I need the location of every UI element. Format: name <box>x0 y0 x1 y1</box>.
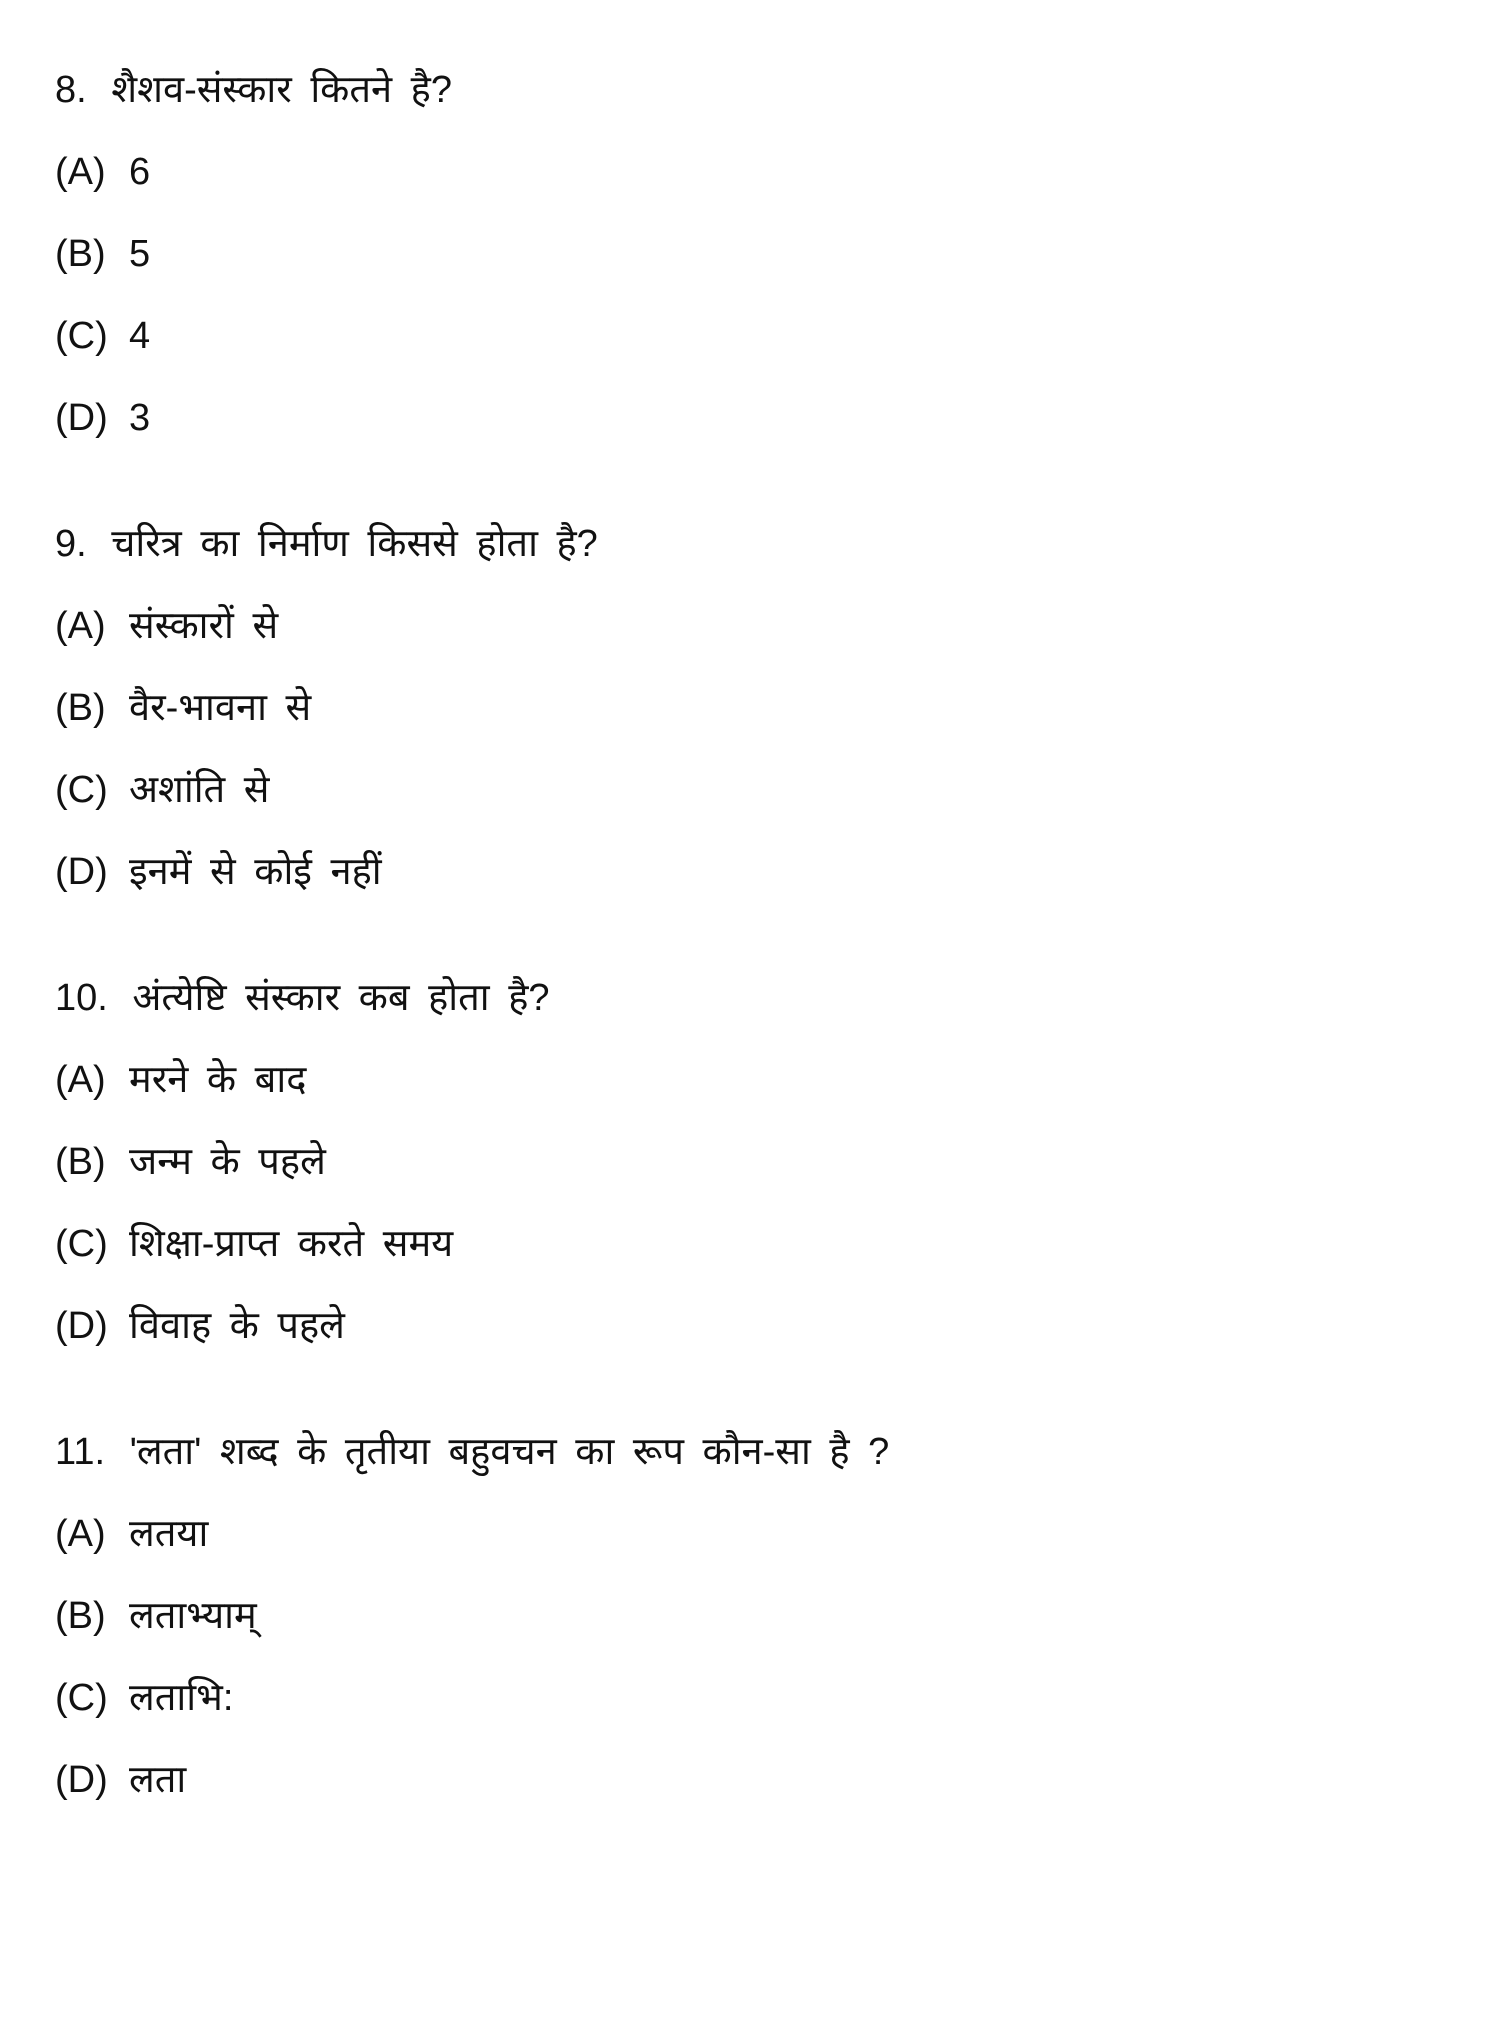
option-d <box>55 1304 1455 1348</box>
option-c <box>55 768 1455 812</box>
question-11 <box>55 1430 1455 1802</box>
question-text <box>55 976 1455 1020</box>
question-stem: 'लता' शब्द के तृतीया बहुवचन का रूप कौन-सा है ? <box>129 1431 890 1473</box>
option-a <box>55 604 1455 648</box>
option-label: (B) <box>55 233 106 275</box>
option-text: वैर-भावना से <box>129 687 312 729</box>
option-label: (D) <box>55 1305 108 1347</box>
option-text: लतया <box>129 1513 209 1555</box>
option-text: 3 <box>129 397 151 439</box>
option-c <box>55 314 1455 358</box>
option-label: (A) <box>55 1513 106 1555</box>
question-number: 9. <box>55 523 87 565</box>
question-text <box>55 1430 1455 1474</box>
option-label: (B) <box>55 1141 106 1183</box>
option-text: इनमें से कोई नहीं <box>129 851 382 893</box>
question-9 <box>55 522 1455 894</box>
option-b <box>55 1594 1455 1638</box>
option-text: संस्कारों से <box>129 605 279 647</box>
option-label: (A) <box>55 1059 106 1101</box>
option-text: जन्म के पहले <box>129 1141 326 1183</box>
option-b <box>55 1140 1455 1184</box>
option-label: (A) <box>55 151 106 193</box>
question-number: 8. <box>55 69 87 111</box>
option-label: (C) <box>55 1223 108 1265</box>
question-stem: अंत्येष्टि संस्कार कब होता है? <box>132 977 550 1019</box>
option-b <box>55 686 1455 730</box>
option-d <box>55 850 1455 894</box>
question-page <box>55 68 1455 1884</box>
option-d <box>55 1758 1455 1802</box>
option-c <box>55 1676 1455 1720</box>
option-text: मरने के बाद <box>129 1059 307 1101</box>
option-label: (B) <box>55 1595 106 1637</box>
option-text: लता <box>129 1759 187 1801</box>
option-text: लताभि: <box>129 1677 234 1719</box>
question-text <box>55 522 1455 566</box>
option-label: (D) <box>55 851 108 893</box>
option-a <box>55 1512 1455 1556</box>
option-c <box>55 1222 1455 1266</box>
option-label: (C) <box>55 1677 108 1719</box>
option-label: (B) <box>55 687 106 729</box>
question-8 <box>55 68 1455 440</box>
option-a <box>55 150 1455 194</box>
option-label: (D) <box>55 1759 108 1801</box>
option-d <box>55 396 1455 440</box>
option-text: लताभ्याम् <box>129 1595 257 1637</box>
option-b <box>55 232 1455 276</box>
question-stem: शैशव-संस्कार कितने है? <box>111 69 452 111</box>
option-label: (A) <box>55 605 106 647</box>
option-text: 5 <box>129 233 151 275</box>
question-10 <box>55 976 1455 1348</box>
question-number: 10. <box>55 977 108 1019</box>
question-text <box>55 68 1455 112</box>
option-text: अशांति से <box>129 769 270 811</box>
option-label: (C) <box>55 315 108 357</box>
option-text: 4 <box>129 315 151 357</box>
question-number: 11. <box>55 1431 106 1473</box>
option-text: शिक्षा-प्राप्त करते समय <box>129 1223 454 1265</box>
option-a <box>55 1058 1455 1102</box>
option-label: (D) <box>55 397 108 439</box>
option-text: 6 <box>129 151 151 193</box>
option-text: विवाह के पहले <box>129 1305 345 1347</box>
option-label: (C) <box>55 769 108 811</box>
question-stem: चरित्र का निर्माण किससे होता है? <box>111 523 598 565</box>
